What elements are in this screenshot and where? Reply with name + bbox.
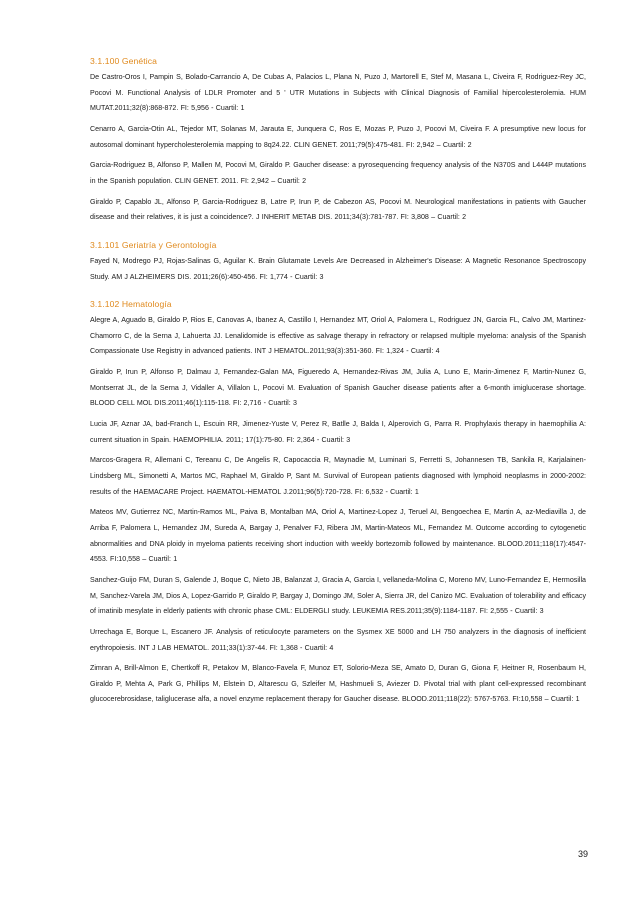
reference-entry: Fayed N, Modrego PJ, Rojas-Salinas G, Aguilar K. Brain Glutamate Levels Are Decreased in Alzheimer's Disease: A Magnetic Resonance Spectroscopy Study. AM J ALZHEIMERS DIS. 2011;26(6):450-456. FI: 1,774 - Cuartil: 3 (90, 256, 586, 281)
reference-entry: Marcos-Gragera R, Allemani C, Tereanu C, De Angelis R, Capocaccia R, Maynadie M, Luminari S, Ferretti S, Johannesen TB, Sankila R, Karjalainen-Lindsberg ML, Simonetti A, Martos MC, Raphael M, Giraldo P, Sant M. Survival of European patients diagnosed with lymphoid neoplasms in 2000-2002: results of the HAEMACARE Project. HAEMATOL-HEMATOL J.2011;96(5):720-728. FI: 6,532 - Cuartil: 1 (90, 456, 586, 496)
reference-entry: Sanchez-Guijo FM, Duran S, Galende J, Boque C, Nieto JB, Balanzat J, Gracia A, Garcia I, vellaneda-Molina C, Moreno MV, Luno-Fernandez E, Hermosilla M, Sanchez-Varela JM, Dios A, Lopez-Garrido P, Giraldo P, Bargay J, Domingo JM, Soler A, Sierra JR, del Canizo MC. Evaluation of tolerability and efficacy of imatinib mesylate in elderly patients with chronic phase CML: ELDERGLI study. LEUKEMIA RES.2011;35(9):1184-1187. FI: 2,555 - Cuartil: 3 (90, 575, 586, 616)
reference-entry: Cenarro A, Garcia-Otin AL, Tejedor MT, Solanas M, Jarauta E, Junquera C, Ros E, Mozas P, Puzo J, Pocovi M, Civeira F. A presumptive new locus for autosomal dominant hypercholesterolemia mapping to 8q24.22. CLIN GENET. 2011;79(5):475-481. FI: 2,942 – Cuartil: 2 (90, 124, 586, 149)
section-genetica (90, 55, 586, 226)
reference-entry: Alegre A, Aguado B, Giraldo P, Rios E, Canovas A, Ibanez A, Castillo I, Hernandez MT, Oriol A, Palomera L, Rodriguez JN, Garcia FL, Calvo JM, Martinez-Chamorro C, de la Serna J, Lahuerta JJ. Lenalidomide is effective as salvage therapy in refractory or relapsed multiple myeloma: analysis of the Spanish Compassionate Use Registry in advanced patients. INT J HEMATOL.2011;93(3):351-360. FI: 1,324 - Cuartil: 4 (90, 316, 586, 356)
reference-entry: Giraldo P, Capablo JL, Alfonso P, Garcia-Rodriguez B, Latre P, Irun P, de Cabezon AS, Pocovi M. Neurological manifestations in patients with Gaucher disease and their relatives, it is just a coincidence?. J INHERIT METAB DIS. 2011;34(3):781-787. FI: 3,808 – Cuartil: 2 (90, 197, 586, 222)
reference-entry: Giraldo P, Irun P, Alfonso P, Dalmau J, Fernandez-Galan MA, Figueredo A, Hernandez-Rivas JM, Julia A, Luno E, Marin-Jimenez F, Martin-Nunez G, Montserrat JL, de la Serna J, Vidaller A, Villalon L, Pocovi M. Evaluation of Spanish Gaucher disease patients after a 6-month imiglucerase shortage. BLOOD CELL MOL DIS.2011;46(1):115-118. FI: 2,716 - Cuartil: 3 (90, 368, 586, 408)
section-title: 3.1.102 Hematología (90, 299, 172, 310)
reference-entry: Lucia JF, Aznar JA, bad-Franch L, Escuin RR, Jimenez-Yuste V, Perez R, Batlle J, Balda I, Alperovich G, Parra R. Prophylaxis therapy in haemophilia A: current situation in Spain. HAEMOPHILIA. 2011; 17(1):75-80. FI: 2,364 - Cuartil: 3 (90, 420, 586, 444)
document-page (90, 55, 586, 721)
section-geriatria (90, 239, 586, 285)
reference-entry: Garcia-Rodriguez B, Alfonso P, Mallen M, Pocovi M, Giraldo P. Gaucher disease: a pyrosequencing frequency analysis of the N370S and L444P mutations in the Spanish population. CLIN GENET. 2011. FI: 2,942 – Cuartil: 2 (90, 161, 586, 185)
reference-entry: De Castro-Oros I, Pampin S, Bolado-Carrancio A, De Cubas A, Palacios L, Plana N, Puzo J, Martorell E, Stef M, Masana L, Civeira F, Rodriguez-Rey JC, Pocovi M. Functional Analysis of LDLR Promoter and 5 ' UTR Mutations in Subjects with Clinical Diagnosis of Familial hipercolesterolemia. HUM MUTAT.2011;32(8):868-872. FI: 5,956 - Cuartil: 1 (90, 73, 586, 113)
reference-entry: Mateos MV, Gutierrez NC, Martin-Ramos ML, Paiva B, Montalban MA, Oriol A, Martinez-Lopez J, Teruel AI, Bengoechea E, Martin A, az-Mediavilla J, de Arriba F, Palomera L, Hernandez JM, Sureda A, Bargay J, Penalver FJ, Ribera JM, Martin-Mateos ML, Fernandez M. Outcome according to cytogenetic abnormalities and DNA ploidy in myeloma patients receiving short induction with weekly bortezomib followed by maintenance. BLOOD.2011;118(17):4547-4553. FI:10,558 – Cuartil: 1 (90, 508, 586, 564)
reference-entry: Urrechaga E, Borque L, Escanero JF. Analysis of reticulocyte parameters on the Sysmex XE 5000 and LH 750 analyzers in the diagnosis of inefficient erythropoiesis. INT J LAB HEMATOL. 2011;33(1):37-44. FI: 1,368 - Cuartil: 4 (90, 627, 586, 652)
reference-entry: Zimran A, Brill-Almon E, Chertkoff R, Petakov M, Blanco-Favela F, Munoz ET, Solorio-Meza SE, Amato D, Duran G, Giona F, Heitner R, Rosenbaum H, Giraldo P, Mehta A, Park G, Phillips M, Elstein D, Altarescu G, Szleifer M, Hashmueli S, Aviezer D. Pivotal trial with plant cell-expressed recombinant glucocerebrosidase, taliglucerase alfa, a novel enzyme replacement therapy for Gaucher disease. BLOOD.2011;118(22): 5767-5763. FI:10,558 – Cuartil: 1 (90, 664, 586, 704)
section-title: 3.1.100 Genética (90, 56, 158, 66)
page-number: 39 (577, 849, 588, 859)
section-hematologia (90, 298, 586, 708)
section-title: 3.1.101 Geriatría y Gerontología (90, 239, 217, 250)
